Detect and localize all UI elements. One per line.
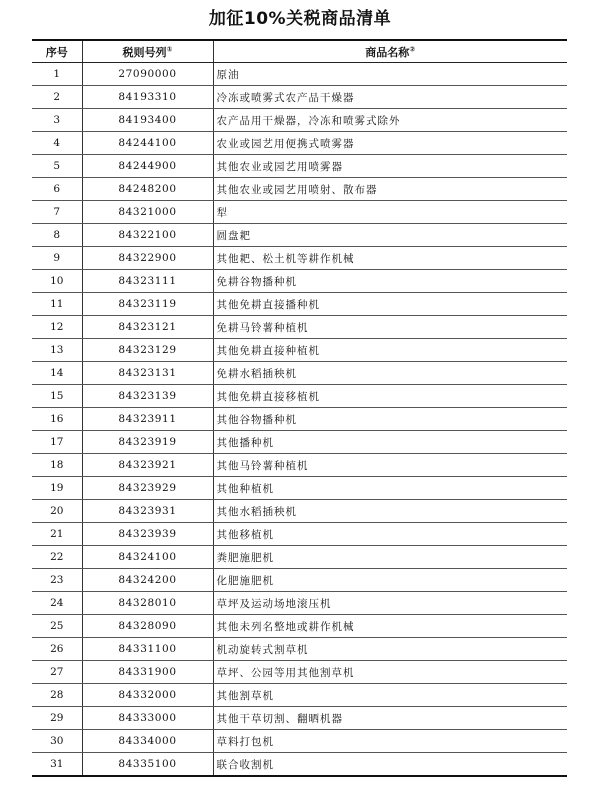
table-row bbox=[32, 431, 567, 454]
seq-cell: 3 bbox=[32, 109, 82, 132]
table-row bbox=[32, 638, 567, 661]
table-row bbox=[32, 684, 567, 707]
name-cell: 其他种植机 bbox=[213, 477, 567, 500]
name-cell: 其他水稻插秧机 bbox=[213, 500, 567, 523]
table-row bbox=[32, 500, 567, 523]
header-seq: 序号 bbox=[32, 40, 82, 63]
seq-cell: 17 bbox=[32, 431, 82, 454]
code-cell: 84193310 bbox=[82, 86, 213, 109]
code-cell: 27090000 bbox=[82, 63, 213, 86]
name-cell: 免耕水稻插秧机 bbox=[213, 362, 567, 385]
table-row bbox=[32, 86, 567, 109]
table-row bbox=[32, 362, 567, 385]
table-row bbox=[32, 224, 567, 247]
table-row bbox=[32, 293, 567, 316]
seq-cell: 25 bbox=[32, 615, 82, 638]
seq-cell: 20 bbox=[32, 500, 82, 523]
name-cell: 犁 bbox=[213, 201, 567, 224]
name-cell: 粪肥施肥机 bbox=[213, 546, 567, 569]
seq-cell: 13 bbox=[32, 339, 82, 362]
table-row bbox=[32, 454, 567, 477]
code-cell: 84328090 bbox=[82, 615, 213, 638]
table-row bbox=[32, 569, 567, 592]
name-cell: 其他谷物播种机 bbox=[213, 408, 567, 431]
name-cell: 草坪及运动场地滚压机 bbox=[213, 592, 567, 615]
seq-cell: 22 bbox=[32, 546, 82, 569]
name-cell: 圆盘耙 bbox=[213, 224, 567, 247]
table-row bbox=[32, 546, 567, 569]
name-cell: 其他农业或园艺用喷射、散布器 bbox=[213, 178, 567, 201]
seq-cell: 15 bbox=[32, 385, 82, 408]
name-cell: 其他耙、松土机等耕作机械 bbox=[213, 247, 567, 270]
code-cell: 84323921 bbox=[82, 454, 213, 477]
table-row bbox=[32, 339, 567, 362]
code-cell: 84323929 bbox=[82, 477, 213, 500]
table-row bbox=[32, 270, 567, 293]
code-cell: 84323939 bbox=[82, 523, 213, 546]
table-row bbox=[32, 247, 567, 270]
seq-cell: 18 bbox=[32, 454, 82, 477]
seq-cell: 19 bbox=[32, 477, 82, 500]
code-cell: 84244100 bbox=[82, 132, 213, 155]
header-name bbox=[213, 40, 567, 63]
seq-cell: 21 bbox=[32, 523, 82, 546]
seq-cell: 5 bbox=[32, 155, 82, 178]
name-cell: 草料打包机 bbox=[213, 730, 567, 753]
name-cell: 联合收割机 bbox=[213, 753, 567, 777]
table-row bbox=[32, 109, 567, 132]
code-cell: 84323131 bbox=[82, 362, 213, 385]
code-cell: 84331100 bbox=[82, 638, 213, 661]
table-row bbox=[32, 523, 567, 546]
seq-cell: 6 bbox=[32, 178, 82, 201]
name-cell: 机动旋转式割草机 bbox=[213, 638, 567, 661]
header-code-note-mark: ① bbox=[166, 44, 173, 53]
name-cell: 化肥施肥机 bbox=[213, 569, 567, 592]
tariff-table bbox=[32, 39, 567, 777]
table-row bbox=[32, 155, 567, 178]
name-cell: 农业或园艺用便携式喷雾器 bbox=[213, 132, 567, 155]
table-row bbox=[32, 201, 567, 224]
seq-cell: 24 bbox=[32, 592, 82, 615]
code-cell: 84333000 bbox=[82, 707, 213, 730]
seq-cell: 2 bbox=[32, 86, 82, 109]
table-row bbox=[32, 661, 567, 684]
seq-cell: 4 bbox=[32, 132, 82, 155]
code-cell: 84323119 bbox=[82, 293, 213, 316]
code-cell: 84193400 bbox=[82, 109, 213, 132]
name-cell: 其他未列名整地或耕作机械 bbox=[213, 615, 567, 638]
table-row bbox=[32, 408, 567, 431]
code-cell: 84323139 bbox=[82, 385, 213, 408]
code-cell: 84323121 bbox=[82, 316, 213, 339]
seq-cell: 8 bbox=[32, 224, 82, 247]
table-row bbox=[32, 132, 567, 155]
code-cell: 84328010 bbox=[82, 592, 213, 615]
code-cell: 84334000 bbox=[82, 730, 213, 753]
header-code bbox=[82, 40, 213, 63]
code-cell: 84323911 bbox=[82, 408, 213, 431]
table-row bbox=[32, 477, 567, 500]
name-cell: 其他播种机 bbox=[213, 431, 567, 454]
code-cell: 84321000 bbox=[82, 201, 213, 224]
table-row bbox=[32, 707, 567, 730]
code-cell: 84331900 bbox=[82, 661, 213, 684]
table-row bbox=[32, 753, 567, 777]
seq-cell: 23 bbox=[32, 569, 82, 592]
seq-cell: 29 bbox=[32, 707, 82, 730]
header-code-label: 税则号列 bbox=[122, 45, 167, 59]
code-cell: 84332000 bbox=[82, 684, 213, 707]
seq-cell: 7 bbox=[32, 201, 82, 224]
table-header-row bbox=[32, 40, 567, 63]
table-row bbox=[32, 178, 567, 201]
name-cell: 其他马铃薯种植机 bbox=[213, 454, 567, 477]
code-cell: 84323111 bbox=[82, 270, 213, 293]
seq-cell: 12 bbox=[32, 316, 82, 339]
seq-cell: 1 bbox=[32, 63, 82, 86]
code-cell: 84322100 bbox=[82, 224, 213, 247]
code-cell: 84324100 bbox=[82, 546, 213, 569]
table-row bbox=[32, 316, 567, 339]
header-name-label: 商品名称 bbox=[365, 45, 410, 59]
code-cell: 84322900 bbox=[82, 247, 213, 270]
name-cell: 草坪、公园等用其他割草机 bbox=[213, 661, 567, 684]
table-row bbox=[32, 615, 567, 638]
seq-cell: 26 bbox=[32, 638, 82, 661]
seq-cell: 9 bbox=[32, 247, 82, 270]
code-cell: 84248200 bbox=[82, 178, 213, 201]
name-cell: 其他免耕直接播种机 bbox=[213, 293, 567, 316]
code-cell: 84244900 bbox=[82, 155, 213, 178]
name-cell: 冷冻或喷雾式农产品干燥器 bbox=[213, 86, 567, 109]
seq-cell: 30 bbox=[32, 730, 82, 753]
name-cell: 农产品用干燥器，冷冻和喷雾式除外 bbox=[213, 109, 567, 132]
seq-cell: 28 bbox=[32, 684, 82, 707]
code-cell: 84335100 bbox=[82, 753, 213, 777]
seq-cell: 31 bbox=[50, 758, 64, 770]
name-cell: 其他免耕直接移植机 bbox=[213, 385, 567, 408]
name-cell: 其他农业或园艺用喷雾器 bbox=[213, 155, 567, 178]
header-name-note-mark: ② bbox=[409, 44, 416, 53]
code-cell: 84323129 bbox=[82, 339, 213, 362]
name-cell: 其他干草切割、翻晒机器 bbox=[213, 707, 567, 730]
seq-cell: 27 bbox=[32, 661, 82, 684]
table-row bbox=[32, 385, 567, 408]
name-cell: 免耕马铃薯种植机 bbox=[213, 316, 567, 339]
name-cell: 原油 bbox=[213, 63, 567, 86]
seq-cell: 16 bbox=[32, 408, 82, 431]
seq-cell: 11 bbox=[32, 293, 82, 316]
table-row bbox=[32, 730, 567, 753]
code-cell: 84324200 bbox=[82, 569, 213, 592]
seq-cell: 10 bbox=[32, 270, 82, 293]
name-cell: 其他移植机 bbox=[213, 523, 567, 546]
name-cell: 免耕谷物播种机 bbox=[213, 270, 567, 293]
code-cell: 84323919 bbox=[82, 431, 213, 454]
table-row bbox=[32, 63, 567, 86]
seq-cell: 14 bbox=[32, 362, 82, 385]
table-row bbox=[32, 592, 567, 615]
page-title: 加征10%关税商品清单 bbox=[208, 9, 392, 29]
name-cell: 其他割草机 bbox=[213, 684, 567, 707]
name-cell: 其他免耕直接种植机 bbox=[213, 339, 567, 362]
code-cell: 84323931 bbox=[82, 500, 213, 523]
table-body bbox=[32, 63, 567, 777]
